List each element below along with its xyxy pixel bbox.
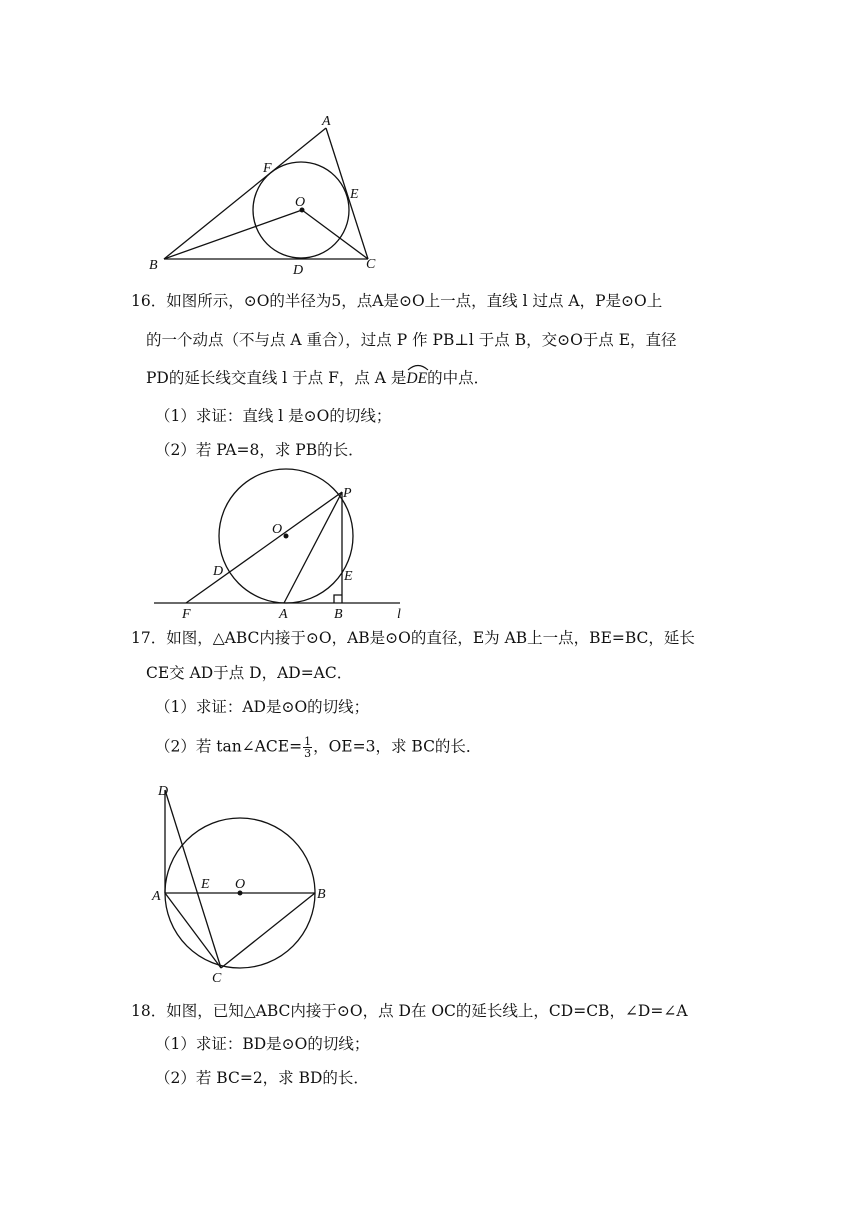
right-angle-mark xyxy=(334,595,342,603)
figure-circle-diameter-ab xyxy=(148,778,338,988)
label-f: F xyxy=(182,607,191,622)
label-d: D xyxy=(213,564,224,579)
segment-dc xyxy=(165,790,221,968)
segment-ac xyxy=(326,128,368,259)
label-b: B xyxy=(149,258,158,273)
q16-line1: 16．如图所示，⊙O的半径为5，点A是⊙O上一点，直线 l 过点 A，P是⊙O上 xyxy=(131,292,663,310)
label-o: O xyxy=(272,522,283,537)
label-c: C xyxy=(366,257,376,272)
label-d: D xyxy=(293,263,304,278)
label-b: B xyxy=(317,887,326,902)
q17-part2-pre: （2）若 tan∠ACE= xyxy=(155,737,303,756)
figure-triangle-incircle xyxy=(140,108,380,278)
segment-oc xyxy=(302,210,368,259)
fraction-one-third: $\frac{1}{3}$ xyxy=(304,735,312,760)
q16-line3 xyxy=(146,368,489,389)
label-a: A xyxy=(322,114,331,129)
q17-part1: （1）求证：AD是⊙O的切线； xyxy=(155,698,370,716)
q16-part2: （2）若 PA=8，求 PB的长． xyxy=(155,441,364,459)
label-e: E xyxy=(350,187,359,202)
segment-ap xyxy=(284,492,342,603)
center-point xyxy=(284,534,289,539)
q17-line2: CE交 AD于点 D，AD=AC． xyxy=(146,664,353,682)
segment-bo xyxy=(164,210,302,259)
label-e: E xyxy=(201,877,210,892)
q18-line1: 18．如图，已知△ABC内接于⊙O，点 D在 OC的延长线上，CD=CB，∠D=∠A xyxy=(131,1002,688,1020)
segment-ab xyxy=(164,128,326,259)
arc-de: DE xyxy=(406,369,427,389)
label-f: F xyxy=(263,161,272,176)
q18-part2: （2）若 BC=2，求 BD的长． xyxy=(155,1069,369,1087)
segment-ac xyxy=(165,893,221,968)
q17-line1: 17．如图，△ABC内接于⊙O，AB是⊙O的直径，E为 AB上一点，BE=BC，延长 xyxy=(131,629,695,647)
label-l: l xyxy=(397,607,401,622)
label-o: O xyxy=(235,877,246,892)
segment-bc xyxy=(221,893,315,968)
label-b: B xyxy=(334,607,343,622)
label-c: C xyxy=(212,971,222,986)
label-o: O xyxy=(295,195,306,210)
q16-line3-post: 的中点． xyxy=(427,369,490,387)
q17-part2-post: ，OE=3，求 BC的长． xyxy=(313,737,482,756)
q16-part1: （1）求证：直线 l 是⊙O的切线； xyxy=(155,407,392,425)
label-d: D xyxy=(158,784,169,799)
figure-circle-tangent-line xyxy=(150,470,410,620)
q17-part2 xyxy=(155,736,481,759)
q16-line3-pre: PD的延长线交直线 l 于点 F，点 A 是 xyxy=(146,369,407,387)
arc-icon xyxy=(406,363,430,371)
q16-line2: 的一个动点（不与点 A 重合），过点 P 作 PB⊥l 于点 B，交⊙O于点 E，直径 xyxy=(146,331,677,349)
label-a: A xyxy=(279,607,288,622)
q18-part1: （1）求证：BD是⊙O的切线； xyxy=(155,1035,370,1053)
segment-fp xyxy=(186,492,342,603)
label-a: A xyxy=(152,889,161,904)
label-p: P xyxy=(343,486,352,501)
label-e: E xyxy=(344,569,353,584)
